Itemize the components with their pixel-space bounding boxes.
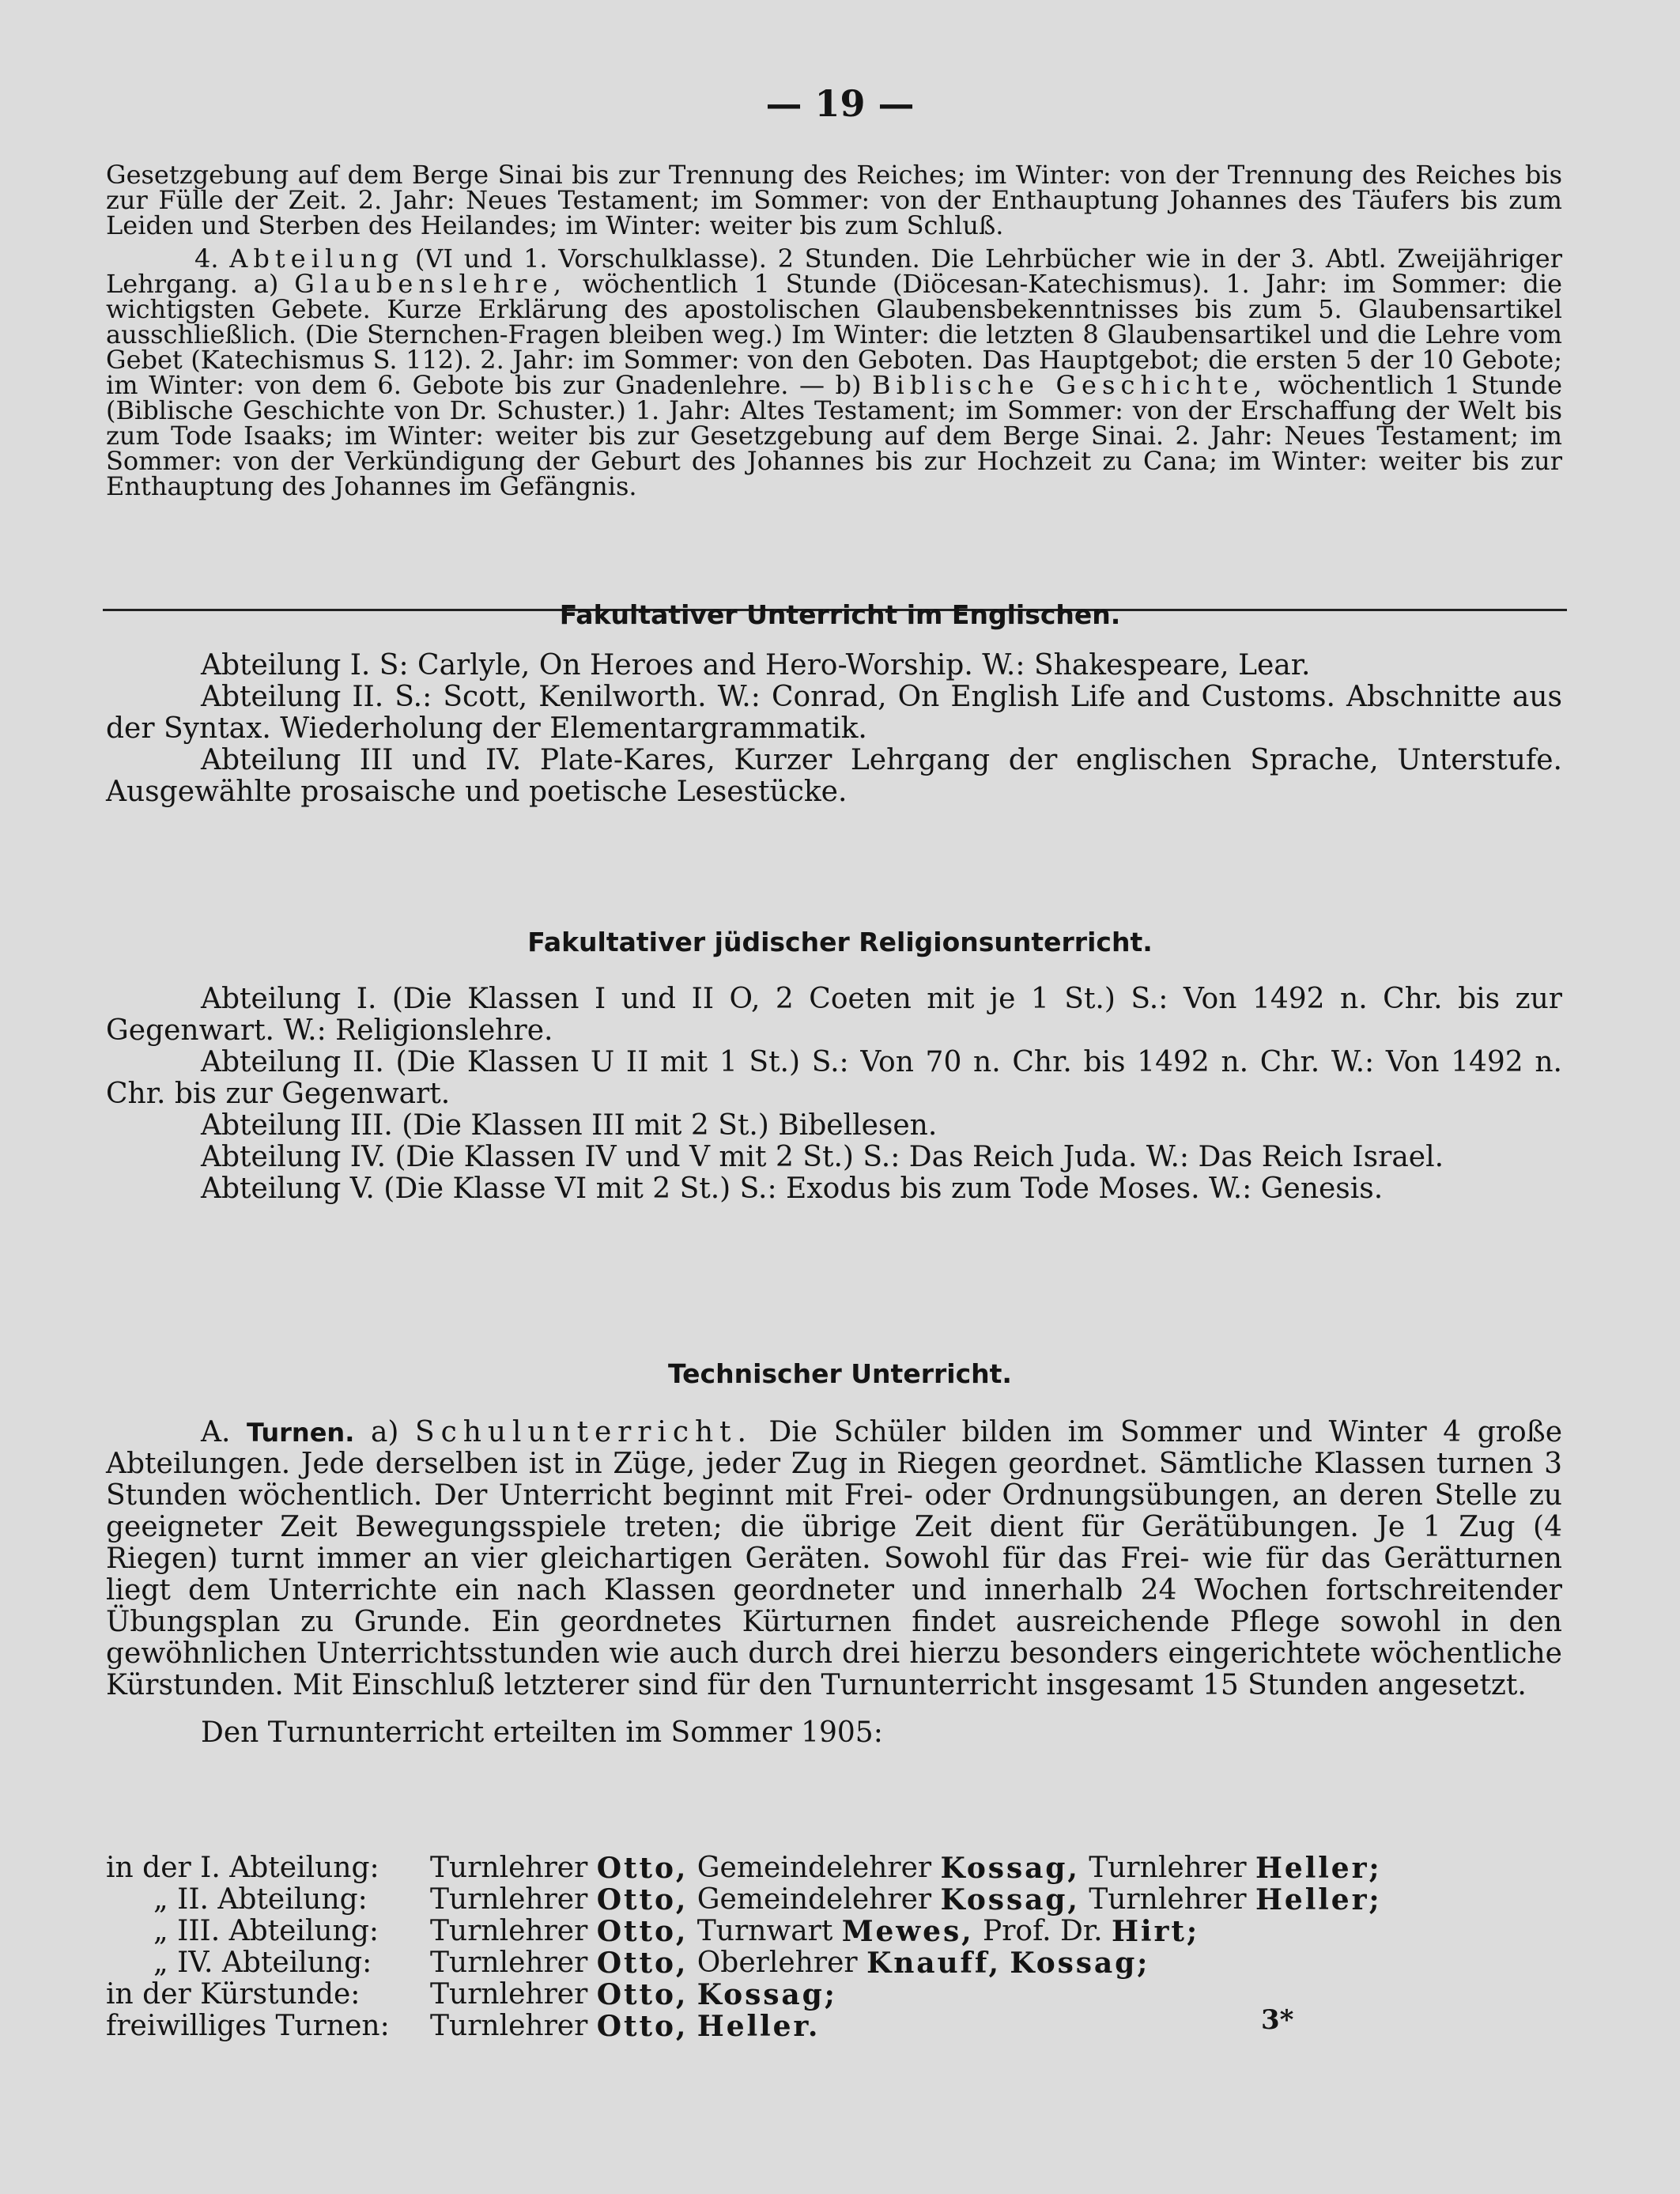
turnen-teacher-list [106,1852,1382,2042]
row-role: Turnlehrer [1089,1852,1247,1884]
row-name: Kossag, [940,1883,1080,1916]
row-role: Turnwart [697,1915,833,1947]
turnen-paragraph [106,1417,1562,1701]
abt4-number: 4. [194,244,219,274]
row-role: Turnlehrer [430,2010,588,2042]
row-name: Otto, [596,2010,689,2043]
row-role: Turnlehrer [1089,1883,1247,1916]
row-role: Gemeindelehrer [697,1852,932,1884]
englisch-section [106,650,1562,808]
turnen-intro: Den Turnunterricht erteilten im Sommer 1905: [201,1716,883,1749]
signature-mark: 3* [1261,2004,1294,2036]
juedisch-abteilung-3: Abteilung III. (Die Klassen III mit 2 St.) Bibellesen. [201,1109,938,1142]
teacher-row [106,2011,1382,2042]
religion-section [106,162,1562,499]
teacher-row [106,1852,1382,1884]
juedisch-section [106,984,1562,1205]
glaubenslehre-text: wöchentlich 1 Stunde (Diöcesan-Katechismus). 1. Jahr: im Sommer: die wichtigsten Gebete. Kurze Erklärung des apostolischen Glaubensbekenntnisses bis zum 5. Glaubensartikel ausschließlich. (Die Sternchen-Fragen bleiben weg.) Im Winter: die letzten 8 Glaubensartikel und die Lehre vom Gebet (Katechismus S. 112). 2. Jahr: im Sommer: von den Geboten. Das Hauptgebot; die ersten 5 der 10 Gebote; im Winter: von dem 6. Gebote bis zur Gnadenlehre. — b) [106,269,1563,400]
teacher-row [106,1884,1382,1916]
turnen-section [106,1417,1562,1749]
row-label: „ II. Abteilung: [153,1883,368,1916]
row-role: Turnlehrer [430,1978,588,2011]
juedisch-abteilung-2: Abteilung II. (Die Klassen U II mit 1 St.) S.: Von 70 n. Chr. bis 1492 n. Chr. W.: Von 1492 n. Chr. bis zur Gegenwart. [106,1046,1562,1110]
juedisch-heading: Fakultativer jüdischer Religionsunterricht. [527,927,1153,957]
englisch-abteilung-2: Abteilung II. S.: Scott, Kenilworth. W.: Conrad, On English Life and Customs. Abschnitte aus der Syntax. Wiederholung der Elementargrammatik. [106,681,1562,745]
juedisch-abteilung-5: Abteilung V. (Die Klasse VI mit 2 St.) S.: Exodus bis zum Tode Moses. W.: Genesis. [201,1173,1384,1205]
row-name: Otto, [596,1947,689,1980]
englisch-abteilung-1: Abteilung I. S: Carlyle, On Heroes and Hero-Worship. W.: Shakespeare, Lear. [201,649,1311,682]
row-role: Turnlehrer [430,1852,588,1884]
row-name: Hirt; [1112,1915,1200,1948]
biblische-geschichte-text: wöchentlich 1 Stunde (Biblische Geschichte von Dr. Schuster.) 1. Jahr: Altes Testament; im Sommer: von der Erschaffung der Welt bis zum Tode Isaaks; im Winter: weiter bis zur Gesetzgebung auf dem Berge Sinai. 2. Jahr: Neues Testament; im Sommer: von der Verkündigung der Geburt des Johannes bis zur Hochzeit zu Cana; im Winter: weiter bis zur Enthauptung des Johannes im Gefängnis. [106,370,1562,501]
abt4-label: Abteilung [229,244,405,274]
row-name: Heller. [697,2010,821,2043]
row-name: Knauff, [866,1947,1001,1980]
row-name: Heller; [1255,1883,1382,1916]
teacher-row [106,1916,1382,1947]
row-name: Otto, [596,1852,689,1885]
row-name: Otto, [596,1915,689,1948]
row-name: Otto, [596,1883,689,1916]
row-name: Otto, [596,1978,689,2011]
religion-continuation: Gesetzgebung auf dem Berge Sinai bis zur Trennung des Reiches; im Winter: von der Trennung des Reiches bis zur Fülle der Zeit. 2. Jahr: Neues Testament; im Sommer: von der Enthauptung Johannes des Täufers bis zum Leiden und Sterben des Heilandes; im Winter: weiter bis zum Schluß. [106,160,1562,240]
row-label: „ III. Abteilung: [153,1915,379,1947]
turnen-title: Turnen. [247,1418,355,1448]
row-role: Turnlehrer [430,1883,588,1916]
row-name: Kossag, [940,1852,1080,1885]
row-label: in der I. Abteilung: [106,1852,379,1884]
technisch-heading: Technischer Unterricht. [668,1358,1012,1389]
row-name: Kossag; [697,1978,837,2011]
biblische-geschichte-label: Biblische Geschichte, [871,370,1268,400]
turnen-sub-marker: a) [370,1416,399,1448]
row-name: Mewes, [841,1915,974,1948]
abteilung-4-paragraph [106,246,1562,499]
row-label: freiwilliges Turnen: [106,2010,390,2042]
juedisch-abteilung-4: Abteilung IV. (Die Klassen IV und V mit 2 St.) S.: Das Reich Juda. W.: Das Reich Israel. [201,1141,1444,1173]
teacher-row [106,1947,1382,1979]
row-name: Heller; [1255,1852,1382,1885]
row-label: „ IV. Abteilung: [153,1947,372,1979]
row-role: Oberlehrer [697,1947,858,1979]
juedisch-abteilung-1: Abteilung I. (Die Klassen I und II O, 2 Coeten mit je 1 St.) S.: Von 1492 n. Chr. bis zur Gegenwart. W.: Religionslehre. [106,983,1562,1047]
abt4-text: (VI und 1. Vorschulklasse). 2 Stunden. Die Lehrbücher wie in der 3. Abtl. Zweijähriger Lehrgang. a) [106,244,1563,299]
row-name: Kossag; [1010,1947,1150,1980]
englisch-heading: Fakultativer Unterricht im Englischen. [559,599,1121,630]
glaubenslehre-label: Glaubenslehre, [294,269,567,299]
row-label: in der Kürstunde: [106,1978,361,2011]
row-role: Gemeindelehrer [697,1883,932,1916]
row-role: Turnlehrer [430,1915,588,1947]
page-number: — 19 — [765,82,915,125]
turnen-text: Die Schüler bilden im Sommer und Winter 4 große Abteilungen. Jede derselben ist in Züge, jeder Zug in Riegen geordnet. Sämtliche Klassen turnen 3 Stunden wöchentlich. Der Unterricht beginnt mit Frei- oder Ordnungsübungen, an deren Stelle zu geeigneter Zeit Bewegungsspiele treten; die übrige Zeit dient für Gerätübungen. Je 1 Zug (4 Riegen) turnt immer an vier gleichartigen Geräten. Sowohl für das Frei- wie für das Gerätturnen liegt dem Unterrichte ein nach Klassen geordneter und innerhalb 24 Wochen fortschreitender Übungsplan zu Grunde. Ein geordnetes Kürturnen findet ausreichende Pflege sowohl in den gewöhnlichen Unterrichtsstunden wie auch durch drei hierzu besonders eingerichtete wöchentliche Kürstunden. Mit Einschluß letzterer sind für den Turnunterricht insgesamt 15 Stunden angesetzt. [106,1416,1563,1701]
row-role: Prof. Dr. [982,1915,1103,1947]
schulunterricht-label: Schulunterricht. [415,1416,753,1448]
teacher-row [106,1979,1382,2011]
turnen-marker: A. [201,1416,231,1448]
englisch-abteilung-3-4: Abteilung III und IV. Plate-Kares, Kurzer Lehrgang der englischen Sprache, Unterstufe. Ausgewählte prosaische und poetische Lesestücke. [106,744,1562,808]
row-role: Turnlehrer [430,1947,588,1979]
